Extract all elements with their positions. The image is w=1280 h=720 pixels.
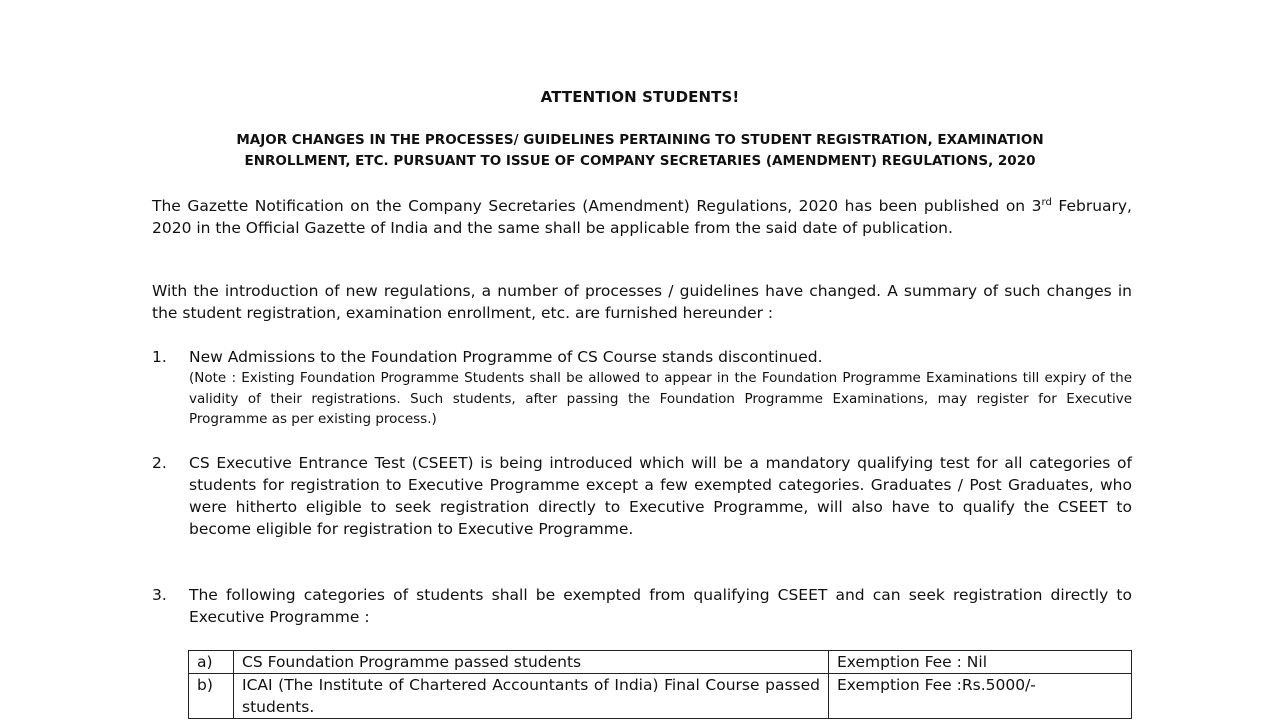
exemption-table [188,650,1132,719]
row-fee: Exemption Fee : Nil [829,651,1132,674]
list-item-1 [152,346,1132,430]
list-number: 1. [152,348,167,366]
list-item-3 [152,584,1132,628]
gazette-text-start: The Gazette Notification on the Company Secretaries (Amendment) Regulations, 2020 has been published on 3 [152,197,1042,216]
list-number: 3. [152,586,167,604]
row-description: ICAI (The Institute of Chartered Accountants of India) Final Course passed students. [234,674,829,719]
date-suffix: rd [1041,197,1052,208]
list-item-text: New Admissions to the Foundation Programme of CS Course stands discontinued. [189,348,823,366]
gazette-paragraph [152,192,1132,239]
list-number: 2. [152,454,167,472]
row-letter: a) [189,651,234,674]
summary-paragraph: With the introduction of new regulations, a number of processes / guidelines have changed. A summary of such changes in the student registration, examination enrollment, etc. are furnished hereunder : [152,282,1132,322]
page-title: ATTENTION STUDENTS! [540,88,740,106]
row-description: CS Foundation Programme passed students [234,651,829,674]
page-subtitle [150,130,1130,172]
subtitle-line-1: MAJOR CHANGES IN THE PROCESSES/ GUIDELINES PERTAINING TO STUDENT REGISTRATION, EXAMINATION [236,132,1044,148]
table-row [189,651,1132,674]
list-item-text: The following categories of students shall be exempted from qualifying CSEET and can seek registration directly to Executive Programme : [189,586,1132,626]
subtitle-line-2: ENROLLMENT, ETC. PURSUANT TO ISSUE OF COMPANY SECRETARIES (AMENDMENT) REGULATIONS, 2020 [244,153,1036,169]
gazette-text-end: February, 2020 in the Official Gazette of India and the same shall be applicable from the said date of publication. [152,197,1132,238]
row-letter: b) [189,674,234,719]
list-item-note: (Note : Existing Foundation Programme Students shall be allowed to appear in the Foundation Programme Examinations till expiry of the validity of their registrations. Such students, after passing the Foundation Programme Examinations, may register for Executive Programme as per existing process.) [189,370,1132,427]
list-item-text: CS Executive Entrance Test (CSEET) is being introduced which will be a mandatory qualifying test for all categories of students for registration to Executive Programme except a few exempted categories. Graduates / Post Graduates, who were hitherto eligible to seek registration directly to Executive Programme, will also have to qualify the CSEET to become eligible for registration to Executive Programme. [189,454,1132,538]
table-row [189,674,1132,719]
list-item-2 [152,452,1132,540]
row-fee: Exemption Fee :Rs.5000/- [829,674,1132,719]
